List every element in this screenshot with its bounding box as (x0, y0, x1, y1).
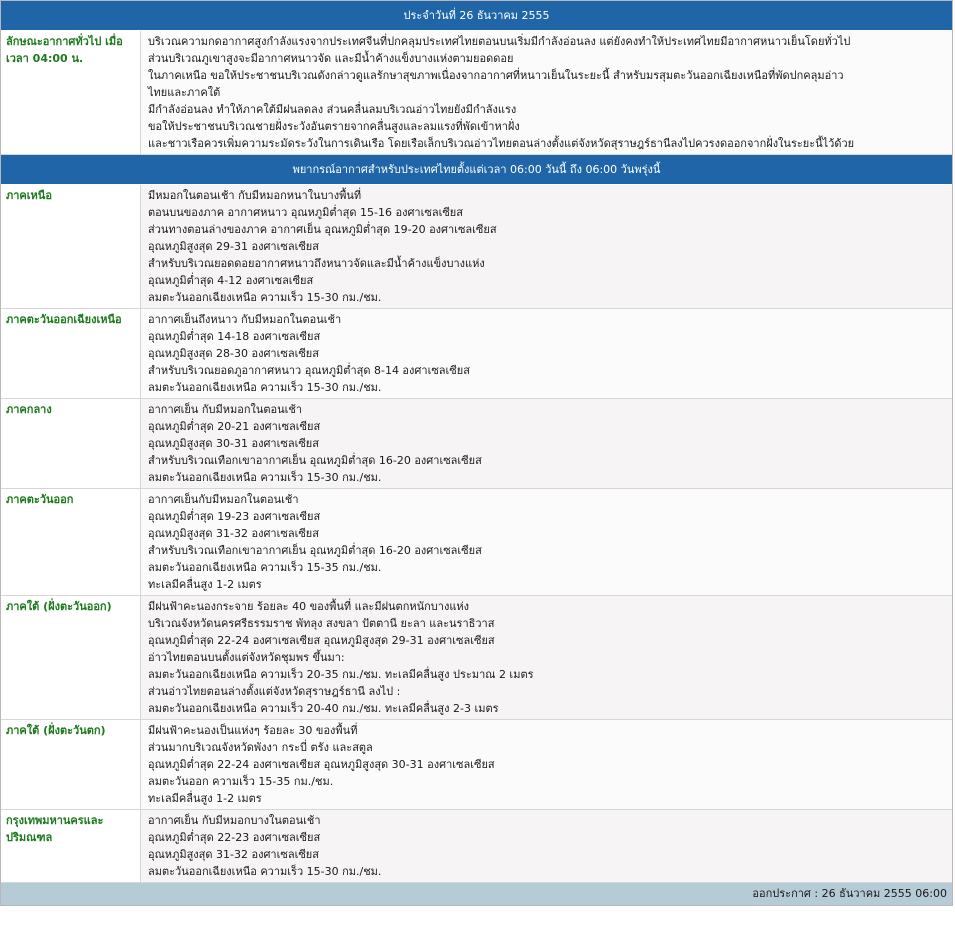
region-label: ภาคตะวันออก (1, 489, 141, 595)
forecast-line: ไทยและภาคใต้ (148, 86, 221, 99)
region-forecast-text (141, 309, 952, 398)
forecast-line: อุณหภูมิต่ำสุด 22-24 องศาเซลเซียส อุณหภูมิสูงสุด 30-31 องศาเซลเซียส (148, 758, 495, 771)
forecast-line: มีกำลังอ่อนลง ทำให้ภาคใต้มีฝนลดลง ส่วนคลื่นลมบริเวณอ่าวไทยยังมีกำลังแรง (148, 103, 517, 116)
forecast-line: อุณหภูมิต่ำสุด 4-12 องศาเซลเซียส (148, 274, 314, 287)
forecast-line: อุณหภูมิต่ำสุด 19-23 องศาเซลเซียส (148, 510, 321, 523)
forecast-line: มีฝนฟ้าคะนองกระจาย ร้อยละ 40 ของพื้นที่ และมีฝนตกหนักบางแห่ง (148, 600, 470, 613)
forecast-line: มีหมอกในตอนเช้า กับมีหมอกหนาในบางพื้นที่ (148, 189, 362, 202)
region-label: ภาคตะวันออกเฉียงเหนือ (1, 309, 141, 398)
region-row-bangkok (1, 810, 952, 883)
forecast-line: บริเวณความกดอากาศสูงกำลังแรงจากประเทศจีนที่ปกคลุมประเทศไทยตอนบนเริ่มมีกำลังอ่อนลง แต่ยังคงทำให้ประเทศไทยมีอากาศหนาวเย็นโดยทั่วไป (148, 35, 851, 48)
forecast-line: สำหรับบริเวณเทือกเขาอากาศเย็น อุณหภูมิต่ำสุด 16-20 องศาเซลเซียส (148, 454, 482, 467)
forecast-line: อากาศเย็นถึงหนาว กับมีหมอกในตอนเช้า (148, 313, 342, 326)
forecast-line: อุณหภูมิสูงสุด 28-30 องศาเซลเซียส (148, 347, 319, 360)
region-forecast-text (141, 720, 952, 809)
region-forecast-text (141, 596, 952, 719)
forecast-line: อุณหภูมิต่ำสุด 20-21 องศาเซลเซียส (148, 420, 321, 433)
forecast-line: อากาศเย็น กับมีหมอกบางในตอนเช้า (148, 814, 321, 827)
region-forecast-text (141, 399, 952, 488)
forecast-line: ลมตะวันออกเฉียงเหนือ ความเร็ว 20-40 กม./ชม. ทะเลมีคลื่นสูง 2-3 เมตร (148, 702, 499, 715)
forecast-line: บริเวณจังหวัดนครศรีธรรมราช พัทลุง สงขลา ปัตตานี ยะลา และนราธิวาส (148, 617, 495, 630)
forecast-line: ทะเลมีคลื่นสูง 1-2 เมตร (148, 792, 262, 805)
forecast-line: อุณหภูมิสูงสุด 31-32 องศาเซลเซียส (148, 527, 319, 540)
region-forecast-text (141, 810, 952, 882)
region-row-north (1, 185, 952, 309)
region-row-south-east-coast (1, 596, 952, 720)
region-label: ภาคใต้ (ฝั่งตะวันออก) (1, 596, 141, 719)
forecast-line: ส่วนอ่าวไทยตอนล่างตั้งแต่จังหวัดสุราษฎร์ธานี ลงไป : (148, 685, 401, 698)
region-label: ภาคกลาง (1, 399, 141, 488)
general-conditions-label: ลักษณะอากาศทั่วไป เมื่อเวลา 04:00 น. (1, 31, 141, 154)
forecast-line: อากาศเย็นกับมีหมอกในตอนเช้า (148, 493, 299, 506)
forecast-line: อุณหภูมิสูงสุด 30-31 องศาเซลเซียส (148, 437, 319, 450)
general-conditions-row (1, 31, 952, 155)
region-label: ภาคใต้ (ฝั่งตะวันตก) (1, 720, 141, 809)
region-row-east (1, 489, 952, 596)
forecast-line: ลมตะวันออกเฉียงเหนือ ความเร็ว 15-30 กม./ชม. (148, 471, 382, 484)
forecast-line: และชาวเรือควรเพิ่มความระมัดระวังในการเดินเรือ โดยเรือเล็กบริเวณอ่าวไทยตอนล่างตั้งแต่จังหวัดสุราษฎร์ธานีลงไปควรงดออกจากฝั่งในระยะนี้ไว้ด้วย (148, 137, 855, 150)
forecast-line: อุณหภูมิสูงสุด 31-32 องศาเซลเซียส (148, 848, 319, 861)
forecast-line: อุณหภูมิต่ำสุด 14-18 องศาเซลเซียส (148, 330, 321, 343)
forecast-line: มีฝนฟ้าคะนองเป็นแห่งๆ ร้อยละ 30 ของพื้นที่ (148, 724, 358, 737)
forecast-line: ส่วนมากบริเวณจังหวัดพังงา กระบี่ ตรัง และสตูล (148, 741, 373, 754)
region-row-northeast (1, 309, 952, 399)
region-forecast-text (141, 489, 952, 595)
forecast-line: ขอให้ประชาชนบริเวณชายฝั่งระวังอันตรายจากคลื่นสูงและลมแรงที่พัดเข้าหาฝั่ง (148, 120, 520, 133)
forecast-line: ลมตะวันออกเฉียงเหนือ ความเร็ว 20-35 กม./ชม. ทะเลมีคลื่นสูง ประมาณ 2 เมตร (148, 668, 534, 681)
forecast-line: สำหรับบริเวณยอดภูอากาศหนาว อุณหภูมิต่ำสุด 8-14 องศาเซลเซียส (148, 364, 470, 377)
forecast-line: อุณหภูมิต่ำสุด 22-24 องศาเซลเซียส อุณหภูมิสูงสุด 29-31 องศาเซลเซียส (148, 634, 495, 647)
forecast-line: ทะเลมีคลื่นสูง 1-2 เมตร (148, 578, 262, 591)
region-forecast-text (141, 185, 952, 308)
region-label: กรุงเทพมหานครและปริมณฑล (1, 810, 141, 882)
forecast-line: ส่วนทางตอนล่างของภาค อากาศเย็น อุณหภูมิต่ำสุด 19-20 องศาเซลเซียส (148, 223, 497, 236)
forecast-line: ในภาคเหนือ ขอให้ประชาชนบริเวณดังกล่าวดูแลรักษาสุขภาพเนื่องจากอากาศที่หนาวเย็นในระยะนี้ สำหรับมรสุมตะวันออกเฉียงเหนือที่พัดปกคลุมอ่าว (148, 69, 844, 82)
region-row-south-west-coast (1, 720, 952, 810)
forecast-line: ตอนบนของภาค อากาศหนาว อุณหภูมิต่ำสุด 15-16 องศาเซลเซียส (148, 206, 463, 219)
forecast-line: ลมตะวันออก ความเร็ว 15-35 กม./ชม. (148, 775, 334, 788)
forecast-line: อากาศเย็น กับมีหมอกในตอนเช้า (148, 403, 303, 416)
forecast-line: ส่วนบริเวณภูเขาสูงจะมีอากาศหนาวจัด และมีน้ำค้างแข็งบางแห่งตามยอดดอย (148, 52, 514, 65)
region-row-central (1, 399, 952, 489)
forecast-line: ลมตะวันออกเฉียงเหนือ ความเร็ว 15-30 กม./ชม. (148, 291, 382, 304)
forecast-header: พยากรณ์อากาศสำหรับประเทศไทยตั้งแต่เวลา 06:00 วันนี้ ถึง 06:00 วันพรุ่งนี้ (1, 155, 952, 185)
date-header: ประจำวันที่ 26 ธันวาคม 2555 (1, 1, 952, 31)
issued-footer: ออกประกาศ : 26 ธันวาคม 2555 06:00 (1, 883, 952, 905)
forecast-line: อ่าวไทยตอนบนตั้งแต่จังหวัดชุมพร ขึ้นมา: (148, 651, 345, 664)
forecast-line: อุณหภูมิต่ำสุด 22-23 องศาเซลเซียส (148, 831, 321, 844)
forecast-line: สำหรับบริเวณเทือกเขาอากาศเย็น อุณหภูมิต่ำสุด 16-20 องศาเซลเซียส (148, 544, 482, 557)
forecast-line: สำหรับบริเวณยอดดอยอากาศหนาวถึงหนาวจัดและมีน้ำค้างแข็งบางแห่ง (148, 257, 485, 270)
forecast-line: ลมตะวันออกเฉียงเหนือ ความเร็ว 15-30 กม./ชม. (148, 381, 382, 394)
general-conditions-text (141, 31, 952, 154)
forecast-line: ลมตะวันออกเฉียงเหนือ ความเร็ว 15-30 กม./ชม. (148, 865, 382, 878)
forecast-line: อุณหภูมิสูงสุด 29-31 องศาเซลเซียส (148, 240, 319, 253)
region-label: ภาคเหนือ (1, 185, 141, 308)
forecast-line: ลมตะวันออกเฉียงเหนือ ความเร็ว 15-35 กม./ชม. (148, 561, 382, 574)
